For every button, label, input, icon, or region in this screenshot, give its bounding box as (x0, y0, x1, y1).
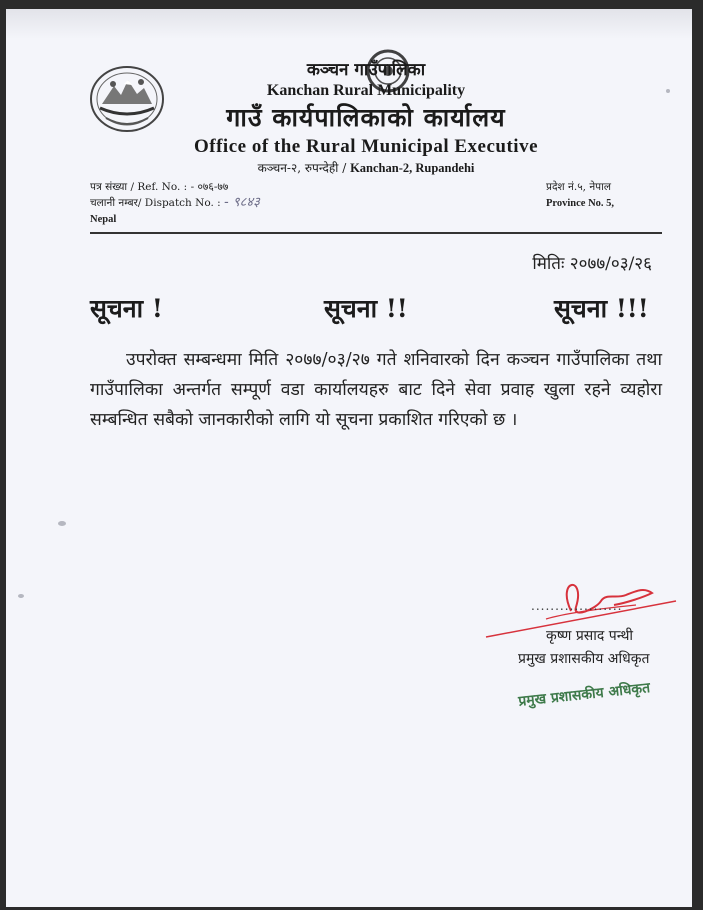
office-title-en: Office of the Rural Municipal Executive (193, 136, 539, 157)
reference-block (90, 179, 260, 228)
scan-speck (58, 521, 66, 526)
notice-heading-2: सूचना !! (324, 294, 408, 323)
address-en: Kanchan-2, Rupandehi (350, 161, 475, 175)
address-np: कञ्चन-२, रुपन्देही (257, 161, 339, 175)
notice-heading-3: सूचना !!! (554, 294, 649, 323)
scan-speck (18, 594, 24, 598)
letter-page (6, 9, 692, 907)
municipality-name-np: कञ्चन गाउँपालिका (306, 60, 426, 80)
dispatch-number (90, 195, 260, 211)
address-separator: / (338, 161, 351, 175)
dispatch-label: चलानी नम्बर/ Dispatch No. : (90, 197, 221, 209)
address (156, 159, 576, 177)
ref-value: - ०७६-७७ (190, 181, 229, 193)
notice-body: उपरोक्त सम्बन्धमा मिति २०७७/०३/२७ गते शनिवारको दिन कञ्चन गाउँपालिका तथा गाउँपालिका अन्तर्गत सम्पूर्ण वडा कार्यालयहरु बाट दिने सेवा प्रवाह खुला रहने व्यहोरा सम्बन्धित सबैको जानकारीको लागि यो सूचना प्रकाशित गरिएको छ । (90, 350, 662, 430)
dispatch-value: - ९८४३ (224, 195, 260, 210)
signature-line: ................... (531, 599, 623, 613)
scan-speck (666, 89, 670, 93)
header-divider (90, 232, 662, 234)
letter-date: मितिः २०७७/०३/२६ (532, 254, 652, 274)
nepal-emblem-icon (88, 64, 166, 134)
province-block (546, 179, 614, 212)
office-title-np: गाउँ कार्यपालिकाको कार्यालय (226, 103, 506, 132)
province-en: Province No. 5, (546, 198, 615, 209)
signatory-name: कृष्ण प्रसाद पन्थी (546, 628, 634, 644)
letterhead (156, 59, 576, 177)
scan-shadow (6, 9, 692, 39)
ref-number (90, 179, 260, 195)
ref-label: पत्र संख्या / Ref. No. : (90, 181, 188, 193)
official-stamp: प्रमुख प्रशासकीय अधिकृत (517, 680, 651, 710)
province-np: प्रदेश नं.५, नेपाल (546, 181, 611, 193)
municipality-name-en: Kanchan Rural Municipality (266, 82, 466, 99)
notice-heading-1: सूचना ! (90, 294, 163, 323)
signatory-title: प्रमुख प्रशासकीय अधिकृत (518, 651, 650, 667)
country-label: Nepal (90, 214, 117, 225)
